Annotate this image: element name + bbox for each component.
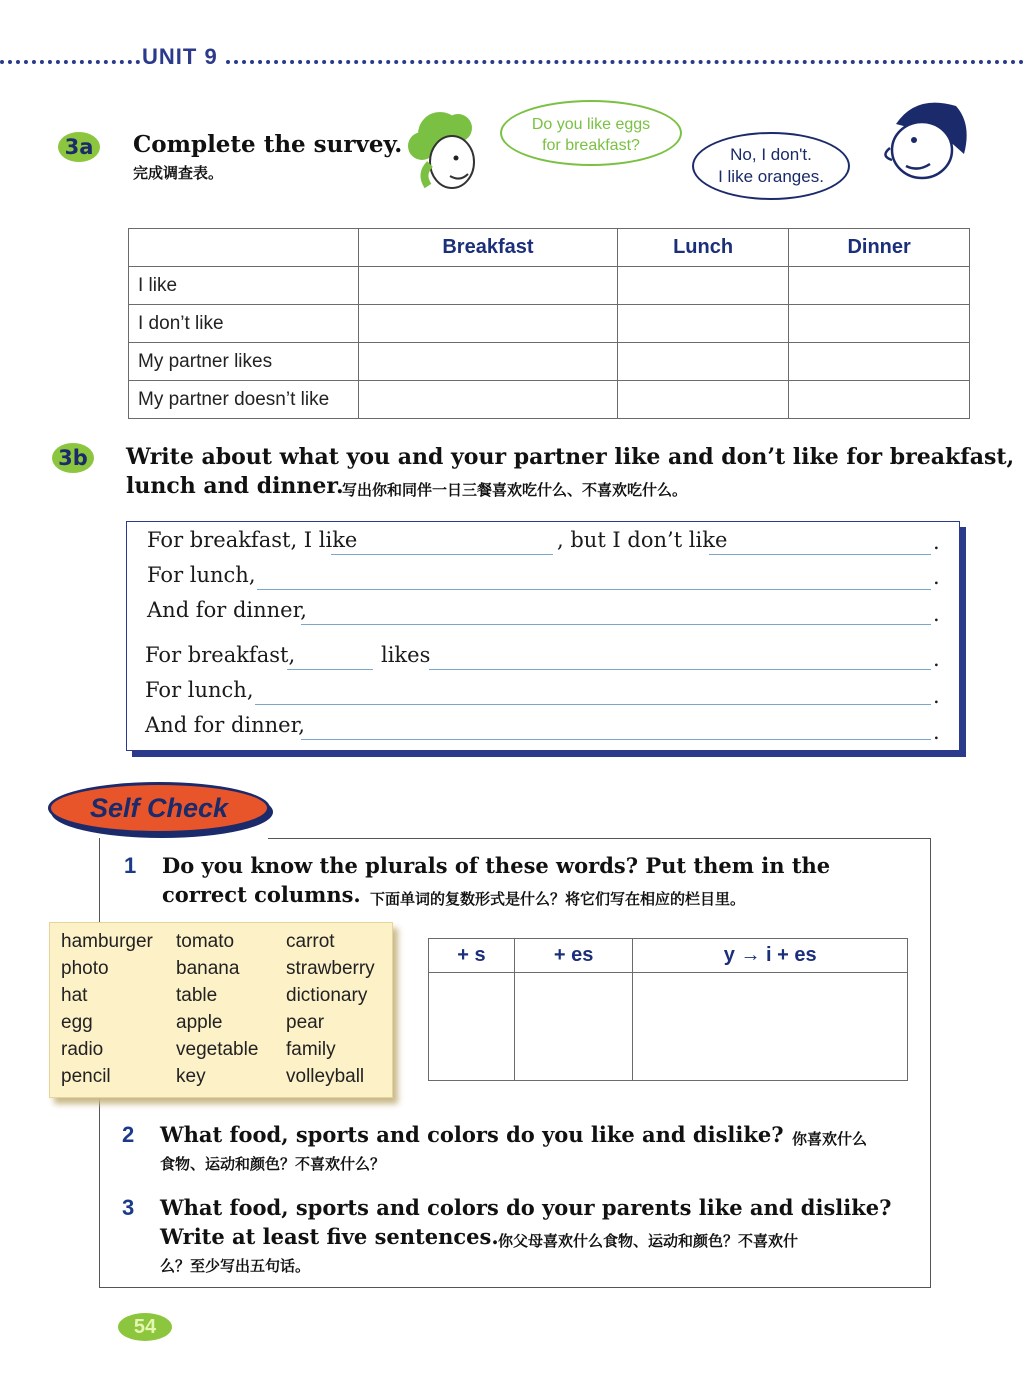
writing-period: . xyxy=(933,565,940,589)
writing-line5-start: For lunch, xyxy=(145,678,254,702)
survey-cell[interactable] xyxy=(617,267,788,305)
girl-speech-line2: for breakfast? xyxy=(542,137,640,154)
survey-row xyxy=(129,267,970,305)
survey-cell[interactable] xyxy=(789,381,970,419)
survey-row-label: I like xyxy=(129,267,359,305)
girl-speech-line1: Do you like eggs xyxy=(531,116,651,133)
section-3b-title-line2: lunch and dinner. xyxy=(126,473,344,499)
writing-line1-start: For breakfast, I like xyxy=(147,528,358,552)
writing-line1-mid: , but I don’t like xyxy=(557,528,728,552)
boy-speech-line1: No, I don't. xyxy=(730,145,812,164)
survey-cell[interactable] xyxy=(789,267,970,305)
survey-cell[interactable] xyxy=(617,305,788,343)
survey-row xyxy=(129,305,970,343)
plural-table xyxy=(428,938,908,1081)
plural-col-ies: y → i + es xyxy=(633,939,908,973)
page-number: 54 xyxy=(118,1313,172,1341)
plural-cell[interactable] xyxy=(514,973,632,1081)
survey-col-breakfast: Breakfast xyxy=(359,229,618,267)
survey-cell[interactable] xyxy=(359,267,618,305)
word-item: volleyball xyxy=(286,1066,365,1087)
word-item: egg xyxy=(61,1012,93,1033)
writing-blank[interactable] xyxy=(257,589,931,590)
survey-corner-cell xyxy=(129,229,359,267)
word-item: dictionary xyxy=(286,985,368,1006)
word-item: photo xyxy=(61,958,109,979)
question-1-line1: Do you know the plurals of these words? Put them in the xyxy=(162,853,831,878)
survey-row-label: I don’t like xyxy=(129,305,359,343)
plural-cell[interactable] xyxy=(633,973,908,1081)
section-3b-subtitle: 写出你和同伴一日三餐喜欢吃什么、不喜欢吃什么。 xyxy=(342,482,688,499)
girl-speech-bubble xyxy=(500,100,682,166)
header-dots-right xyxy=(226,60,1024,64)
survey-cell[interactable] xyxy=(359,381,618,419)
boy-speech-bubble xyxy=(692,132,850,200)
word-item: pear xyxy=(286,1012,325,1033)
word-item: key xyxy=(176,1066,206,1087)
section-3a-subtitle: 完成调查表。 xyxy=(133,165,224,182)
word-item: pencil xyxy=(61,1066,111,1087)
survey-cell[interactable] xyxy=(789,305,970,343)
badge-3b: 3b xyxy=(52,443,94,473)
writing-line3-start: And for dinner, xyxy=(147,598,307,622)
unit-title: UNIT 9 xyxy=(142,44,218,69)
question-1-line2: correct columns. xyxy=(162,882,361,907)
survey-row xyxy=(129,381,970,419)
writing-blank[interactable] xyxy=(331,554,553,555)
question-1-number: 1 xyxy=(124,853,137,878)
boy-illustration xyxy=(876,94,976,190)
girl-illustration xyxy=(400,104,496,200)
question-3-line1: What food, sports and colors do your parents like and dislike? xyxy=(160,1195,892,1220)
survey-row-label: My partner likes xyxy=(129,343,359,381)
survey-cell[interactable] xyxy=(617,343,788,381)
survey-cell[interactable] xyxy=(359,305,618,343)
writing-blank[interactable] xyxy=(287,669,373,670)
word-list-box xyxy=(49,922,393,1098)
badge-3a: 3a xyxy=(58,132,100,162)
word-item: apple xyxy=(176,1012,223,1033)
word-item: hat xyxy=(61,985,88,1006)
plural-col-es: + es xyxy=(514,939,632,973)
word-item: strawberry xyxy=(286,958,375,979)
question-2-cn2: 食物、运动和颜色？不喜欢什么？ xyxy=(160,1156,386,1173)
writing-blank[interactable] xyxy=(709,554,931,555)
word-item: vegetable xyxy=(176,1039,259,1060)
writing-period: . xyxy=(933,530,940,554)
word-item: table xyxy=(176,985,218,1006)
section-3a-title: Complete the survey. xyxy=(133,131,403,158)
question-3-number: 3 xyxy=(122,1195,135,1220)
survey-col-dinner: Dinner xyxy=(789,229,970,267)
section-3b-title-line1: Write about what you and your partner like and don’t like for breakfast, xyxy=(126,444,1015,470)
writing-line2-start: For lunch, xyxy=(147,563,256,587)
question-3-line2: Write at least five sentences. xyxy=(160,1224,499,1249)
writing-period: . xyxy=(933,684,940,708)
header-dots-left xyxy=(0,60,140,64)
survey-table xyxy=(128,228,970,419)
question-1-cn: 下面单词的复数形式是什么？将它们写在相应的栏目里。 xyxy=(370,891,746,908)
word-item: banana xyxy=(176,958,240,979)
word-item: tomato xyxy=(176,931,235,952)
writing-line4-mid: likes xyxy=(381,643,431,667)
survey-row-label: My partner doesn’t like xyxy=(129,381,359,419)
self-check-title: Self Check xyxy=(48,782,270,834)
writing-line6-start: And for dinner, xyxy=(145,713,305,737)
question-3-cn2: 么？至少写出五句话。 xyxy=(160,1258,311,1275)
survey-row xyxy=(129,343,970,381)
plural-col-s: + s xyxy=(429,939,515,973)
question-2-number: 2 xyxy=(122,1122,135,1147)
writing-period: . xyxy=(933,720,940,744)
plural-cell[interactable] xyxy=(429,973,515,1081)
survey-cell[interactable] xyxy=(617,381,788,419)
question-3-cn1: 你父母喜欢什么食物、运动和颜色？不喜欢什 xyxy=(498,1233,799,1250)
word-item: family xyxy=(286,1039,336,1060)
question-2-line1: What food, sports and colors do you like and dislike? xyxy=(160,1122,784,1147)
word-item: radio xyxy=(61,1039,104,1060)
writing-blank[interactable] xyxy=(301,624,931,625)
survey-cell[interactable] xyxy=(359,343,618,381)
writing-period: . xyxy=(933,647,940,671)
writing-blank[interactable] xyxy=(255,704,931,705)
word-item: hamburger xyxy=(61,931,153,952)
writing-blank[interactable] xyxy=(429,669,931,670)
writing-period: . xyxy=(933,602,940,626)
writing-blank[interactable] xyxy=(301,739,931,740)
writing-line4-start: For breakfast, xyxy=(145,643,296,667)
question-2-cn1: 你喜欢什么 xyxy=(792,1131,868,1148)
word-item: carrot xyxy=(286,931,335,952)
survey-cell[interactable] xyxy=(789,343,970,381)
writing-box xyxy=(126,521,960,751)
survey-col-lunch: Lunch xyxy=(617,229,788,267)
boy-speech-line2: I like oranges. xyxy=(718,167,824,186)
